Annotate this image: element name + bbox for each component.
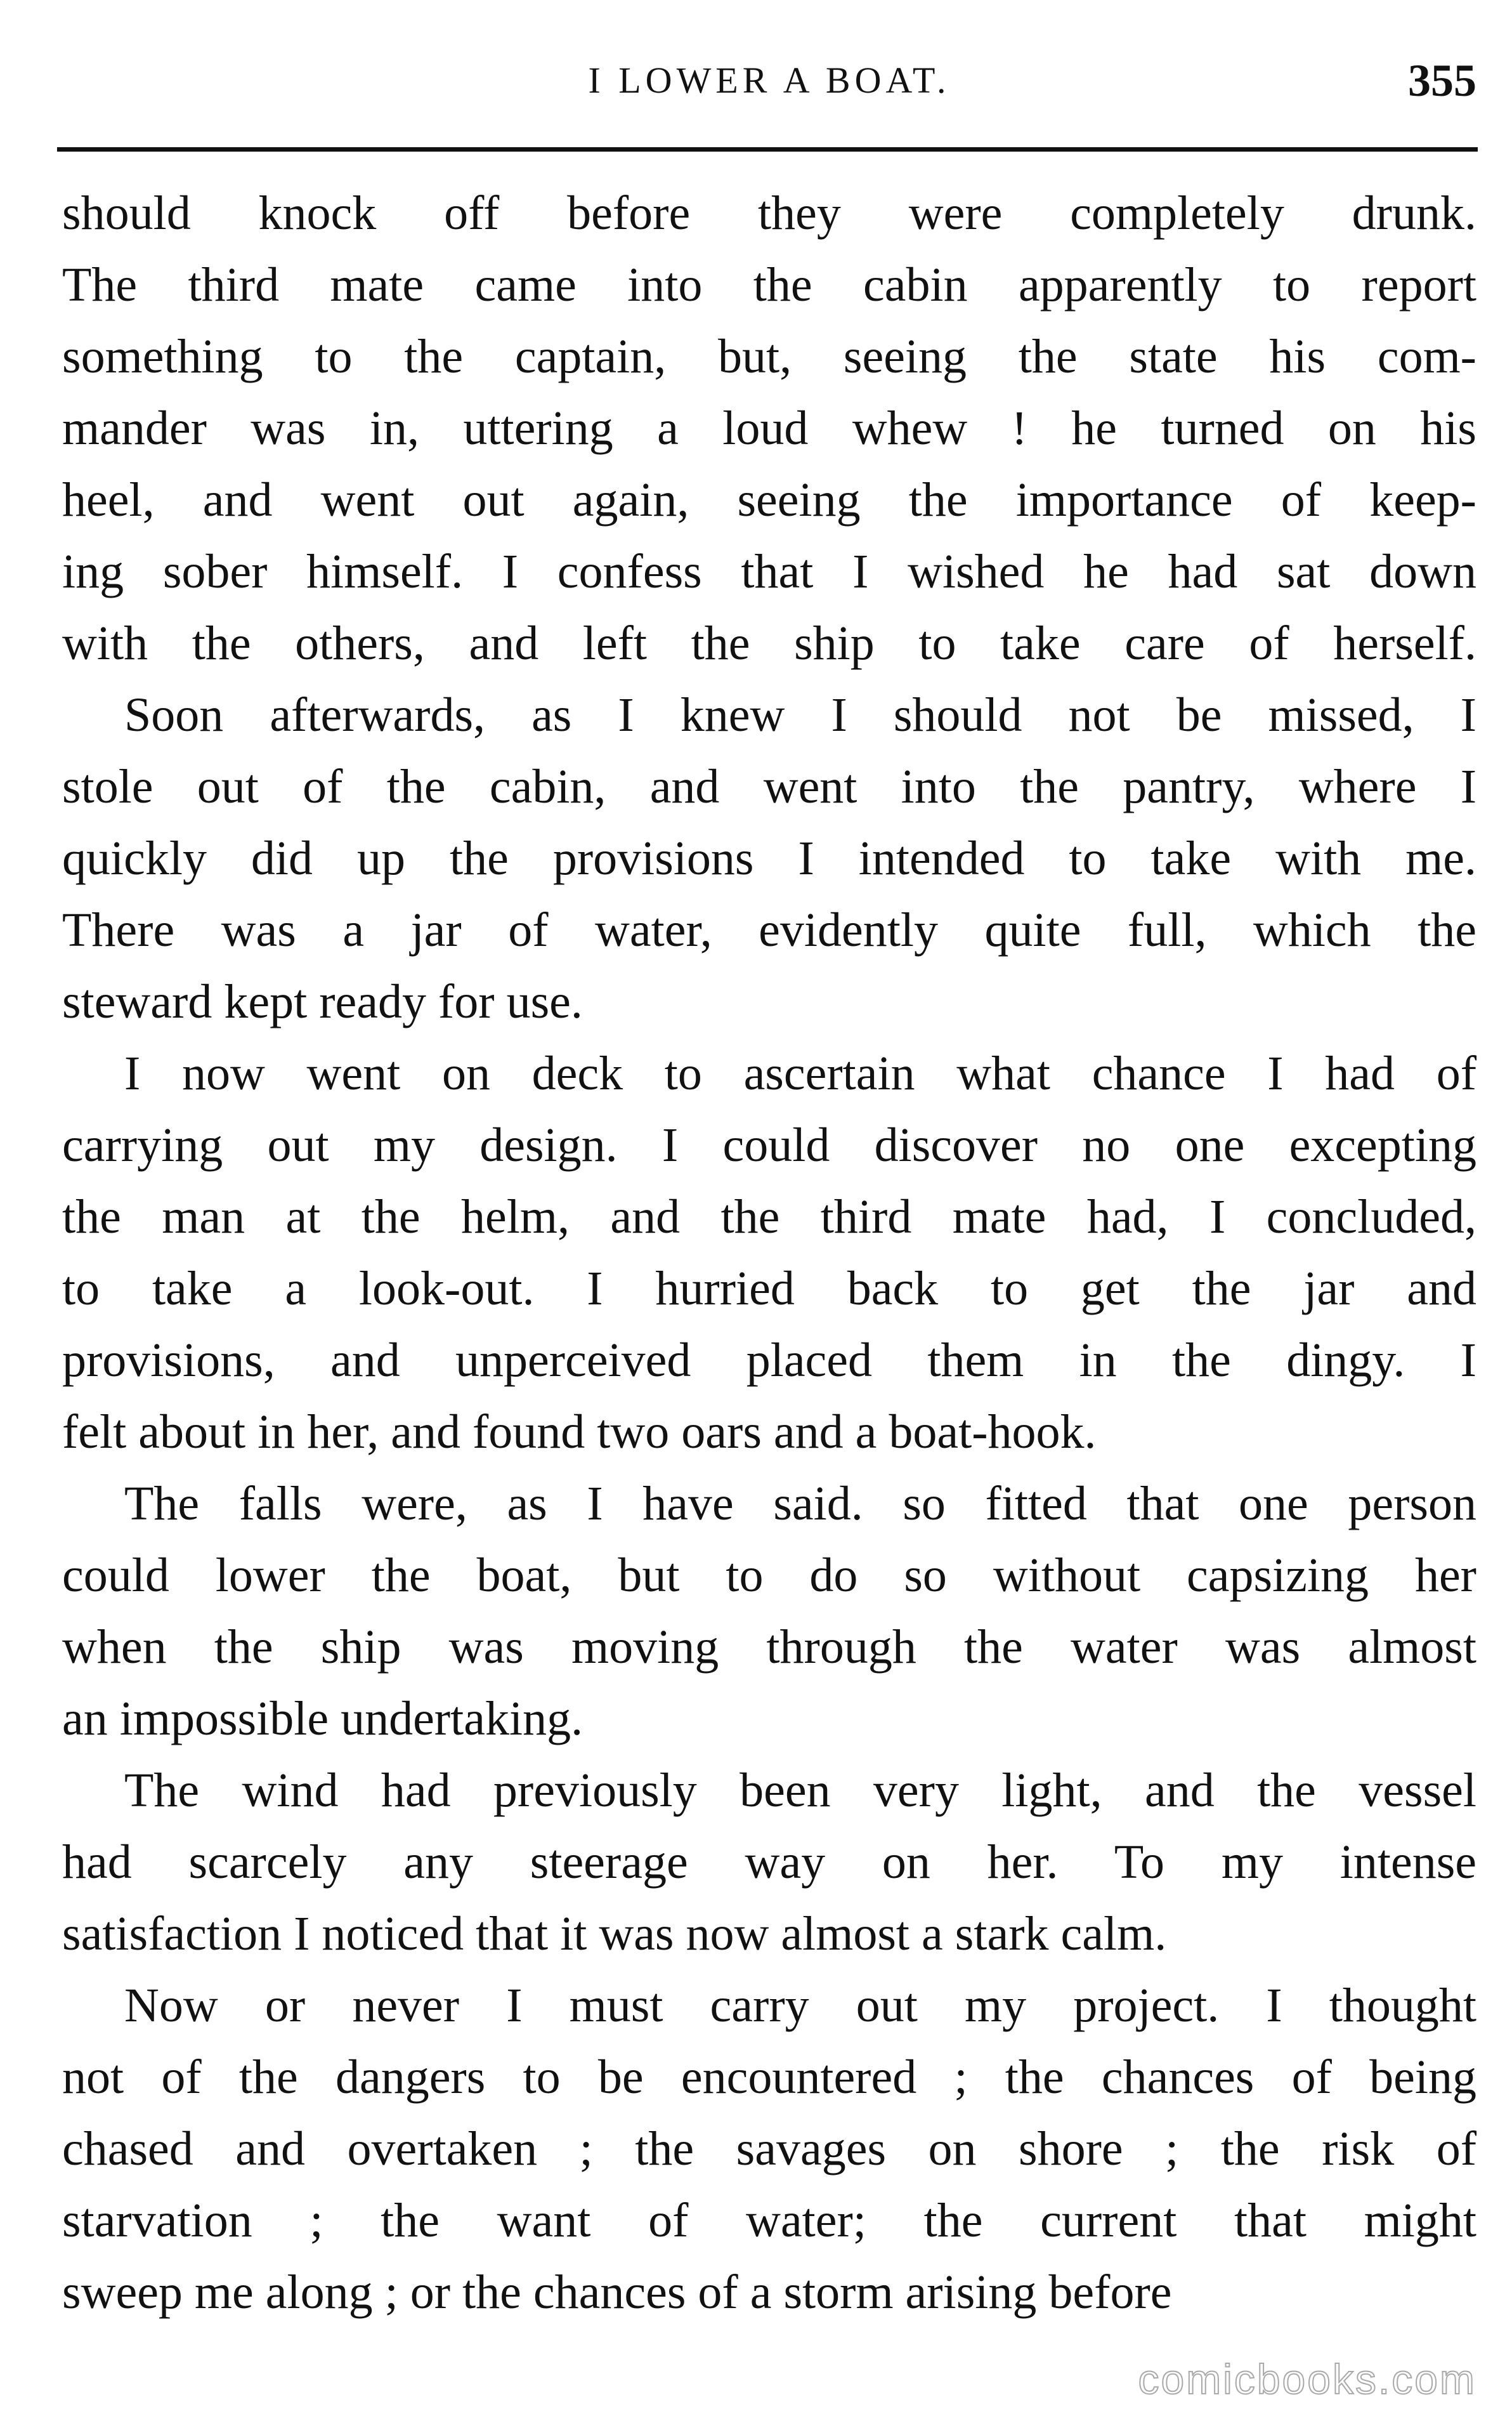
- paragraph: [62, 178, 1476, 679]
- text-line: could lower the boat, but to do so without capsizing her: [62, 1549, 1476, 1602]
- text-line: had scarcely any steerage way on her. To my intense: [62, 1835, 1476, 1889]
- text-line: The wind had previously been very light, and the vessel: [124, 1764, 1476, 1817]
- text-line: not of the dangers to be encountered ; the chances of being: [62, 2050, 1476, 2104]
- text-line: when the ship was moving through the water was almost: [62, 1620, 1476, 1674]
- text-line: with the others, and left the ship to take care of herself.: [62, 617, 1476, 670]
- paragraph: [62, 1468, 1476, 1755]
- running-title: I LOWER A BOAT.: [588, 60, 951, 101]
- text-line: carrying out my design. I could discover no one excepting: [62, 1119, 1476, 1172]
- text-line: stole out of the cabin, and went into the pantry, where I: [62, 760, 1476, 813]
- text-line: Soon afterwards, as I knew I should not be missed, I: [124, 688, 1476, 742]
- text-line: to take a look-out. I hurried back to get the jar and: [62, 1262, 1476, 1315]
- text-line: provisions, and unperceived placed them in the dingy. I: [62, 1334, 1476, 1387]
- text-line: starvation ; the want of water; the current that might: [62, 2194, 1476, 2247]
- text-line: The falls were, as I have said. so fitted that one person: [124, 1477, 1476, 1530]
- text-line: steward kept ready for use.: [62, 975, 583, 1028]
- text-line: Now or never I must carry out my project. I thought: [124, 1979, 1476, 2032]
- text-line: should knock off before they were completely drunk.: [62, 187, 1476, 240]
- text-line: something to the captain, but, seeing the state his com-: [62, 330, 1476, 383]
- header-rule: [57, 147, 1478, 152]
- text-line: The third mate came into the cabin apparently to report: [62, 258, 1476, 312]
- paragraph: [62, 1038, 1476, 1468]
- text-line: heel, and went out again, seeing the importance of keep-: [62, 473, 1476, 527]
- text-line: felt about in her, and found two oars and a boat-hook.: [62, 1405, 1097, 1459]
- running-head: [62, 46, 1476, 115]
- paragraph: [62, 1970, 1476, 2328]
- text-line: satisfaction I noticed that it was now almost a stark calm.: [62, 1907, 1167, 1960]
- text-line: an impossible undertaking.: [62, 1692, 583, 1745]
- page-number: 355: [1408, 55, 1476, 106]
- text-line: I now went on deck to ascertain what chance I had of: [124, 1047, 1476, 1100]
- paragraph: [62, 1755, 1476, 1970]
- text-line: ing sober himself. I confess that I wished he had sat down: [62, 545, 1476, 598]
- watermark: comicbooks.com: [1138, 2356, 1476, 2403]
- text-line: mander was in, uttering a loud whew ! he turned on his: [62, 402, 1476, 455]
- text-line: the man at the helm, and the third mate had, I concluded,: [62, 1190, 1476, 1243]
- text-line: There was a jar of water, evidently quite full, which the: [62, 903, 1476, 957]
- text-line: sweep me along ; or the chances of a storm arising before: [62, 2266, 1172, 2319]
- paragraph: [62, 679, 1476, 1038]
- text-line: chased and overtaken ; the savages on shore ; the risk of: [62, 2122, 1476, 2175]
- body-text: [62, 178, 1476, 2328]
- text-line: quickly did up the provisions I intended to take with me.: [62, 832, 1476, 885]
